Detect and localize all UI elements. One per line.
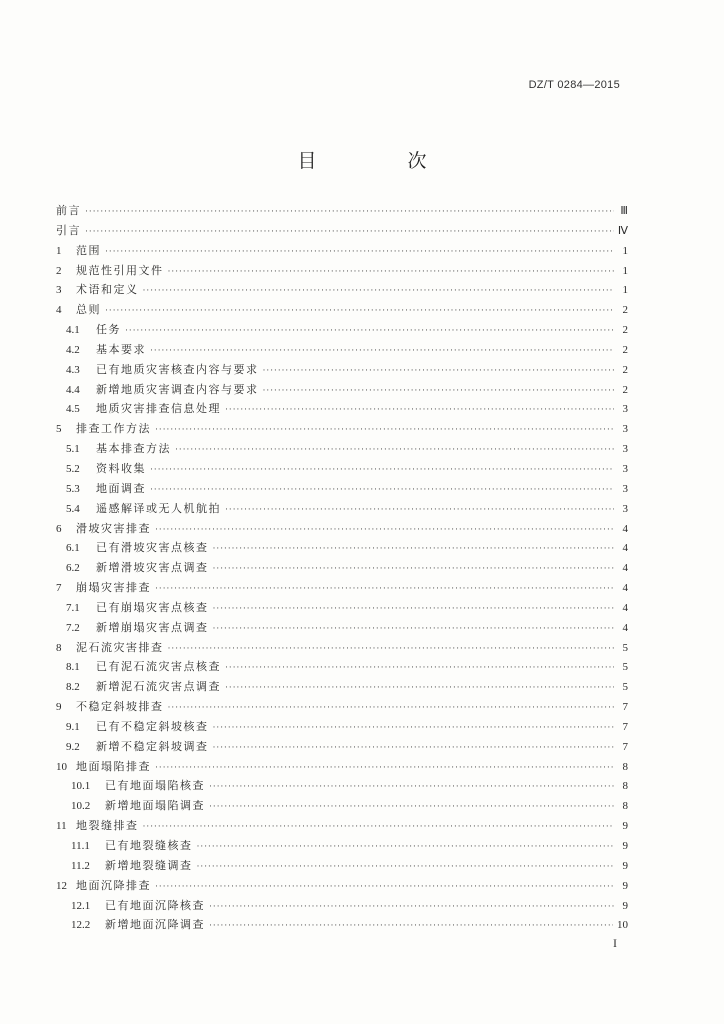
toc-entry-title: 新增地裂缝调查	[105, 858, 193, 872]
toc-entry-number: 5.1	[66, 443, 80, 456]
toc-dot-leader	[213, 603, 615, 613]
toc-entry[interactable]	[56, 539, 628, 559]
toc-entry[interactable]	[56, 242, 628, 262]
toc-entry-page: 3	[622, 482, 628, 495]
toc-entry-number: 7.2	[66, 621, 80, 634]
toc-entry-page: 9	[622, 879, 628, 892]
toc-dot-leader	[150, 464, 614, 474]
toc-entry-title: 任务	[96, 323, 121, 337]
toc-entry-page: 7	[622, 740, 628, 753]
toc-entry[interactable]	[56, 341, 628, 361]
toc-entry[interactable]	[56, 321, 628, 341]
toc-entry-title: 基本排查方法	[96, 442, 171, 456]
toc-entry-number: 4.3	[66, 363, 80, 376]
toc-entry-page: 2	[622, 363, 628, 376]
toc-entry-title: 总则	[76, 303, 101, 317]
toc-entry-page: 4	[622, 601, 628, 614]
toc-entry-page: 7	[622, 701, 628, 714]
toc-dot-leader	[150, 345, 614, 355]
toc-entry[interactable]	[56, 897, 628, 917]
toc-dot-leader	[85, 226, 614, 236]
toc-entry[interactable]	[56, 301, 628, 321]
toc-dot-leader	[213, 623, 615, 633]
toc-entry-number: 7.1	[66, 601, 80, 614]
toc-dot-leader	[209, 920, 613, 930]
toc-entry[interactable]	[56, 639, 628, 659]
toc-entry-page: 3	[622, 423, 628, 436]
toc-dot-leader	[197, 841, 615, 851]
toc-entry[interactable]	[56, 202, 628, 222]
toc-entry-number: 4.5	[66, 403, 80, 416]
toc-entry[interactable]	[56, 678, 628, 698]
toc-entry-title: 新增地质灾害调查内容与要求	[96, 382, 259, 396]
toc-dot-leader	[105, 246, 614, 256]
toc-entry-title: 基本要求	[96, 342, 146, 356]
toc-entry-title: 崩塌灾害排查	[76, 581, 151, 595]
toc-entry-page: 3	[622, 403, 628, 416]
toc-dot-leader	[213, 543, 615, 553]
toc-entry[interactable]	[56, 758, 628, 778]
toc-entry-title: 已有不稳定斜坡核查	[96, 719, 209, 733]
toc-entry-number: 12	[56, 879, 67, 892]
toc-dot-leader	[197, 861, 615, 871]
toc-entry-number: 4.2	[66, 343, 80, 356]
toc-entry-title: 前言	[56, 204, 81, 217]
toc-entry-page: 7	[622, 720, 628, 733]
toc-entry-number: 9.2	[66, 740, 80, 753]
toc-entry[interactable]	[56, 777, 628, 797]
toc-entry-page: 5	[622, 681, 628, 694]
toc-entry-page: 9	[622, 820, 628, 833]
toc-entry-number: 8.1	[66, 661, 80, 674]
toc-entry-page: 2	[622, 343, 628, 356]
toc-dot-leader	[225, 682, 614, 692]
toc-entry-title: 已有滑坡灾害点核查	[96, 541, 209, 555]
toc-entry-page: 4	[622, 542, 628, 555]
toc-entry-page: 1	[622, 264, 628, 277]
toc-entry-title: 新增地面塌陷调查	[105, 799, 205, 813]
toc-entry-number: 8.2	[66, 681, 80, 694]
toc-entry[interactable]	[56, 559, 628, 579]
toc-entry-number: 10.1	[71, 780, 91, 793]
toc-entry-page: 2	[622, 383, 628, 396]
toc-entry[interactable]	[56, 797, 628, 817]
toc-entry-page: Ⅳ	[617, 224, 628, 237]
toc-entry[interactable]	[56, 857, 628, 877]
toc-entry-number: 11.2	[71, 859, 90, 872]
toc-entry[interactable]	[56, 837, 628, 857]
toc-dot-leader	[213, 742, 615, 752]
toc-dot-leader	[213, 563, 615, 573]
toc-entry-number: 11	[56, 820, 67, 833]
toc-dot-leader	[168, 702, 615, 712]
toc-entry-page: 9	[622, 859, 628, 872]
toc-entry-number: 5.4	[66, 502, 80, 515]
toc-dot-leader	[209, 801, 614, 811]
toc-entry-number: 4.1	[66, 324, 80, 337]
toc-dot-leader	[143, 821, 615, 831]
toc-entry[interactable]	[56, 381, 628, 401]
toc-entry-page: 4	[622, 582, 628, 595]
toc-entry-title: 范围	[76, 243, 101, 257]
toc-entry-page: 9	[622, 840, 628, 852]
toc-entry-number: 10	[56, 760, 67, 773]
toc-entry-title: 地面沉降排查	[76, 878, 151, 892]
toc-dot-leader	[225, 504, 614, 514]
toc-entry-title: 地面塌陷排查	[76, 759, 151, 773]
toc-entry-title: 已有泥石流灾害点核查	[96, 660, 221, 674]
toc-entry[interactable]	[56, 361, 628, 381]
toc-dot-leader	[225, 662, 614, 672]
toc-entry-number: 12.2	[71, 919, 91, 932]
toc-entry-title: 新增地面沉降调查	[105, 918, 205, 932]
toc-entry-page: 1	[622, 244, 628, 257]
toc-dot-leader	[209, 901, 614, 911]
toc-entry-page: 5	[622, 661, 628, 674]
toc-entry-title: 遥感解译或无人机航拍	[96, 501, 221, 515]
toc-dot-leader	[175, 444, 614, 454]
toc-entry[interactable]	[56, 500, 628, 520]
toc-entry-number: 8	[56, 641, 62, 654]
toc-entry-page: 4	[622, 621, 628, 634]
toc-entry-page: 8	[622, 760, 628, 773]
toc-entry-title: 资料收集	[96, 461, 146, 475]
toc-entry-title: 已有地质灾害核查内容与要求	[96, 362, 259, 376]
toc-entry[interactable]	[56, 262, 628, 282]
standard-code: DZ/T 0284—2015	[528, 79, 620, 91]
toc-entry-number: 10.2	[71, 800, 91, 813]
toc-entry-page: 3	[622, 462, 628, 475]
toc-entry[interactable]	[56, 877, 628, 897]
toc-entry[interactable]	[56, 281, 628, 301]
toc-entry-page: 3	[622, 443, 628, 456]
toc-entry[interactable]	[56, 599, 628, 619]
toc-entry-page: 2	[622, 324, 628, 337]
toc-entry[interactable]	[56, 817, 628, 837]
toc-dot-leader	[263, 365, 615, 375]
toc-entry-number: 4	[56, 304, 62, 317]
toc-entry[interactable]	[56, 520, 628, 540]
toc-entry-title: 已有地面沉降核查	[105, 898, 205, 912]
toc-entry-title: 新增滑坡灾害点调查	[96, 561, 209, 575]
toc-entry-number: 11.1	[71, 840, 90, 852]
toc-dot-leader	[225, 404, 614, 414]
toc-entry-page: 4	[622, 522, 628, 535]
toc-dot-leader	[105, 305, 614, 315]
toc-entry-title: 已有崩塌灾害点核查	[96, 600, 209, 614]
toc-entry[interactable]	[56, 916, 628, 936]
toc-entry-page: 5	[622, 641, 628, 654]
toc-entry-number: 12.1	[71, 899, 91, 912]
toc-dot-leader	[143, 285, 615, 295]
toc-entry[interactable]	[56, 400, 628, 420]
toc-entry-page: Ⅲ	[620, 205, 628, 217]
toc-dot-leader	[150, 484, 614, 494]
toc-entry[interactable]	[56, 222, 628, 242]
toc-entry-page: 3	[622, 502, 628, 515]
toc-entry-title: 地质灾害排查信息处理	[96, 402, 221, 416]
toc-entry-title: 新增泥石流灾害点调查	[96, 680, 221, 694]
toc-entry-title: 新增崩塌灾害点调查	[96, 620, 209, 634]
toc-dot-leader	[168, 643, 615, 653]
toc-dot-leader	[85, 206, 614, 216]
toc-dot-leader	[155, 424, 614, 434]
toc-entry-number: 6.2	[66, 562, 80, 575]
toc-entry-title: 排查工作方法	[76, 422, 151, 436]
toc-entry[interactable]	[56, 480, 628, 500]
toc-entry-page: 8	[622, 800, 628, 813]
toc-entry-page: 2	[622, 304, 628, 317]
toc-dot-leader	[155, 524, 614, 534]
toc-dot-leader	[125, 325, 614, 335]
toc-entry[interactable]	[56, 658, 628, 678]
page-number: I	[613, 936, 617, 950]
toc-entry-title: 术语和定义	[76, 283, 139, 297]
toc-entry-number: 6.1	[66, 542, 80, 555]
toc-entry-number: 7	[56, 582, 62, 595]
toc-entry-number: 1	[56, 244, 62, 257]
toc-entry-title: 已有地面塌陷核查	[105, 779, 205, 793]
toc-entry-page: 8	[622, 780, 628, 793]
toc-dot-leader	[209, 781, 614, 791]
toc-entry-number: 2	[56, 264, 62, 277]
toc-entry-number: 6	[56, 522, 62, 535]
toc-dot-leader	[155, 583, 614, 593]
toc-entry[interactable]	[56, 579, 628, 599]
toc-entry-page: 9	[622, 899, 628, 912]
toc-dot-leader	[213, 722, 615, 732]
toc-entry-title: 不稳定斜坡排查	[76, 700, 164, 714]
toc-entry[interactable]	[56, 698, 628, 718]
toc-entry-title: 新增不稳定斜坡调查	[96, 739, 209, 753]
toc-entry[interactable]	[56, 440, 628, 460]
toc-entry-title: 滑坡灾害排查	[76, 521, 151, 535]
toc-dot-leader	[168, 266, 615, 276]
toc-entry-title: 泥石流灾害排查	[76, 640, 164, 654]
toc-entry-page: 4	[622, 562, 628, 575]
toc-entry-title: 地裂缝排查	[76, 819, 139, 833]
toc-dot-leader	[155, 881, 614, 891]
toc-entry-title: 已有地裂缝核查	[105, 839, 193, 852]
toc-entry[interactable]	[56, 460, 628, 480]
toc-dot-leader	[155, 762, 614, 772]
page-title: 目 次	[297, 150, 463, 172]
toc-entry-title: 规范性引用文件	[76, 263, 164, 277]
toc-entry-number: 5	[56, 423, 62, 436]
toc-entry-page: 10	[617, 919, 628, 932]
toc-entry-number: 5.2	[66, 462, 80, 475]
toc-entry-number: 9	[56, 701, 62, 714]
toc-dot-leader	[263, 385, 615, 395]
toc-entry[interactable]	[56, 619, 628, 639]
toc-entry-number: 5.3	[66, 482, 80, 495]
toc-entry-title: 引言	[56, 223, 81, 237]
toc-entry-page: 1	[622, 284, 628, 297]
toc-entry[interactable]	[56, 718, 628, 738]
toc-entry-number: 4.4	[66, 383, 80, 396]
toc-entry-title: 地面调查	[96, 481, 146, 495]
toc-entry[interactable]	[56, 738, 628, 758]
toc-entry[interactable]	[56, 420, 628, 440]
toc-entry-number: 3	[56, 284, 62, 297]
table-of-contents	[56, 202, 628, 936]
toc-entry-number: 9.1	[66, 720, 80, 733]
